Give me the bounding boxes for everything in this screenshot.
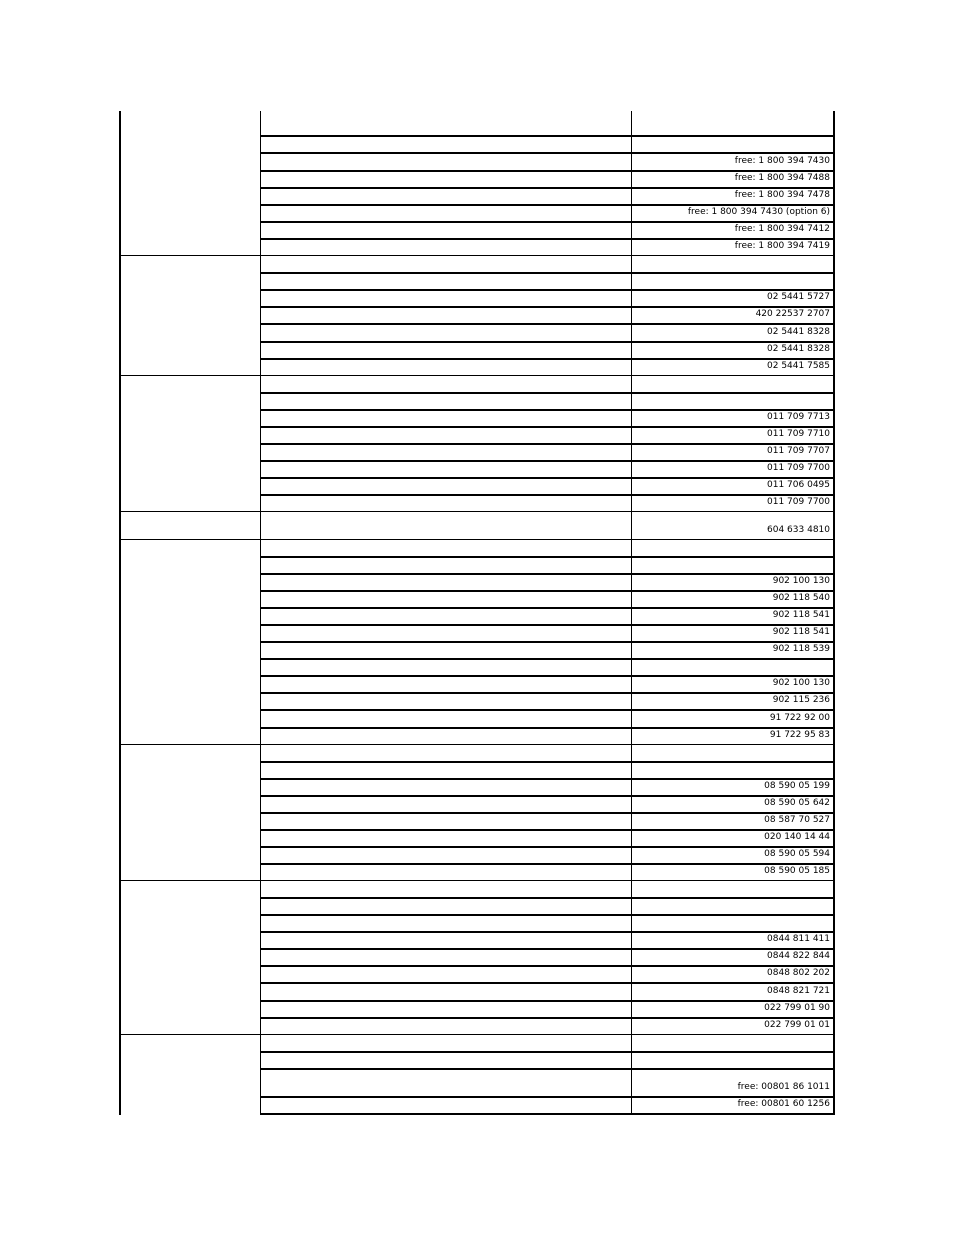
- row-divider: [260, 931, 835, 933]
- phone-number: 902 100 130: [772, 576, 830, 586]
- row-divider: [260, 897, 835, 899]
- row-divider: [260, 135, 835, 137]
- phone-number: 08 590 05 594: [764, 849, 830, 859]
- row-divider: [260, 641, 835, 643]
- phone-number: 0844 822 844: [767, 951, 830, 961]
- phone-number: 902 118 541: [772, 610, 830, 620]
- phone-number: 020 140 14 44: [764, 832, 830, 842]
- phone-number: 902 115 236: [772, 695, 830, 705]
- phone-number: free: 1 800 394 7488: [734, 173, 830, 183]
- row-divider: [260, 152, 835, 154]
- phone-number: 0848 802 202: [767, 968, 830, 978]
- row-divider: [260, 778, 835, 780]
- row-divider: [260, 556, 835, 558]
- row-divider: [260, 1113, 835, 1115]
- phone-number: 08 590 05 642: [764, 798, 830, 808]
- row-divider: [260, 443, 835, 445]
- phone-number: 011 709 7713: [767, 412, 830, 422]
- phone-number: 011 706 0495: [767, 480, 830, 490]
- group-divider: [119, 255, 835, 256]
- phone-number: 02 5441 8328: [767, 344, 830, 354]
- row-divider: [260, 982, 835, 984]
- phone-number: 604 633 4810: [767, 525, 830, 535]
- group-divider: [119, 1034, 835, 1035]
- phone-number: free: 00801 86 1011: [737, 1082, 830, 1092]
- row-divider: [260, 624, 835, 626]
- row-divider: [260, 392, 835, 394]
- phone-number: 902 100 130: [772, 678, 830, 688]
- row-divider: [260, 187, 835, 189]
- phone-number: free: 1 800 394 7412: [734, 224, 830, 234]
- phone-number: free: 1 800 394 7430 (option 6): [687, 207, 830, 217]
- group-divider: [119, 539, 835, 540]
- row-divider: [260, 272, 835, 274]
- phone-number: free: 1 800 394 7430: [734, 156, 830, 166]
- phone-number: free: 1 800 394 7419: [734, 241, 830, 251]
- row-divider: [260, 221, 835, 223]
- row-divider: [260, 238, 835, 240]
- row-divider: [260, 727, 835, 729]
- phone-number: 022 799 01 01: [764, 1020, 830, 1030]
- phone-number: free: 1 800 394 7478: [734, 190, 830, 200]
- phone-number: 420 22537 2707: [755, 309, 830, 319]
- row-divider: [260, 709, 835, 711]
- phone-number: 02 5441 7585: [767, 361, 830, 371]
- phone-number: 902 118 541: [772, 627, 830, 637]
- table-border-left: [119, 111, 121, 1115]
- phone-number: 08 590 05 185: [764, 866, 830, 876]
- row-divider: [260, 477, 835, 479]
- phone-number: 0844 811 411: [767, 934, 830, 944]
- row-divider: [260, 426, 835, 428]
- row-divider: [260, 846, 835, 848]
- row-divider: [260, 863, 835, 865]
- row-divider: [260, 341, 835, 343]
- row-divider: [260, 460, 835, 462]
- row-divider: [260, 573, 835, 575]
- row-divider: [260, 306, 835, 308]
- row-divider: [260, 607, 835, 609]
- row-divider: [260, 812, 835, 814]
- group-divider: [119, 375, 835, 376]
- row-divider: [260, 1096, 835, 1098]
- phone-number: 011 709 7710: [767, 429, 830, 439]
- row-divider: [260, 494, 835, 496]
- phone-number: 902 118 540: [772, 593, 830, 603]
- row-divider: [260, 1068, 835, 1070]
- row-divider: [260, 675, 835, 677]
- group-divider: [119, 511, 835, 512]
- row-divider: [260, 1051, 835, 1053]
- row-divider: [260, 692, 835, 694]
- phone-number: 011 709 7700: [767, 497, 830, 507]
- row-divider: [260, 590, 835, 592]
- phone-number: 08 587 70 527: [764, 815, 830, 825]
- row-divider: [260, 658, 835, 660]
- phone-number: 91 722 95 83: [769, 730, 830, 740]
- phone-number: free: 00801 60 1256: [737, 1099, 830, 1109]
- row-divider: [260, 204, 835, 206]
- phone-number: 91 722 92 00: [769, 713, 830, 723]
- group-divider: [119, 744, 835, 745]
- row-divider: [260, 170, 835, 172]
- phone-number: 0848 821 721: [767, 986, 830, 996]
- row-divider: [260, 1000, 835, 1002]
- row-divider: [260, 1017, 835, 1019]
- row-divider: [260, 409, 835, 411]
- row-divider: [260, 323, 835, 325]
- group-divider: [119, 880, 835, 881]
- row-divider: [260, 914, 835, 916]
- phone-number: 022 799 01 90: [764, 1003, 830, 1013]
- phone-number: 08 590 05 199: [764, 781, 830, 791]
- row-divider: [260, 795, 835, 797]
- row-divider: [260, 948, 835, 950]
- row-divider: [260, 761, 835, 763]
- phone-number: 902 118 539: [772, 644, 830, 654]
- phone-number: 02 5441 5727: [767, 292, 830, 302]
- phone-number: 02 5441 8328: [767, 327, 830, 337]
- row-divider: [260, 289, 835, 291]
- row-divider: [260, 829, 835, 831]
- phone-number: 011 709 7707: [767, 446, 830, 456]
- row-divider: [260, 358, 835, 360]
- row-divider: [260, 965, 835, 967]
- phone-number: 011 709 7700: [767, 463, 830, 473]
